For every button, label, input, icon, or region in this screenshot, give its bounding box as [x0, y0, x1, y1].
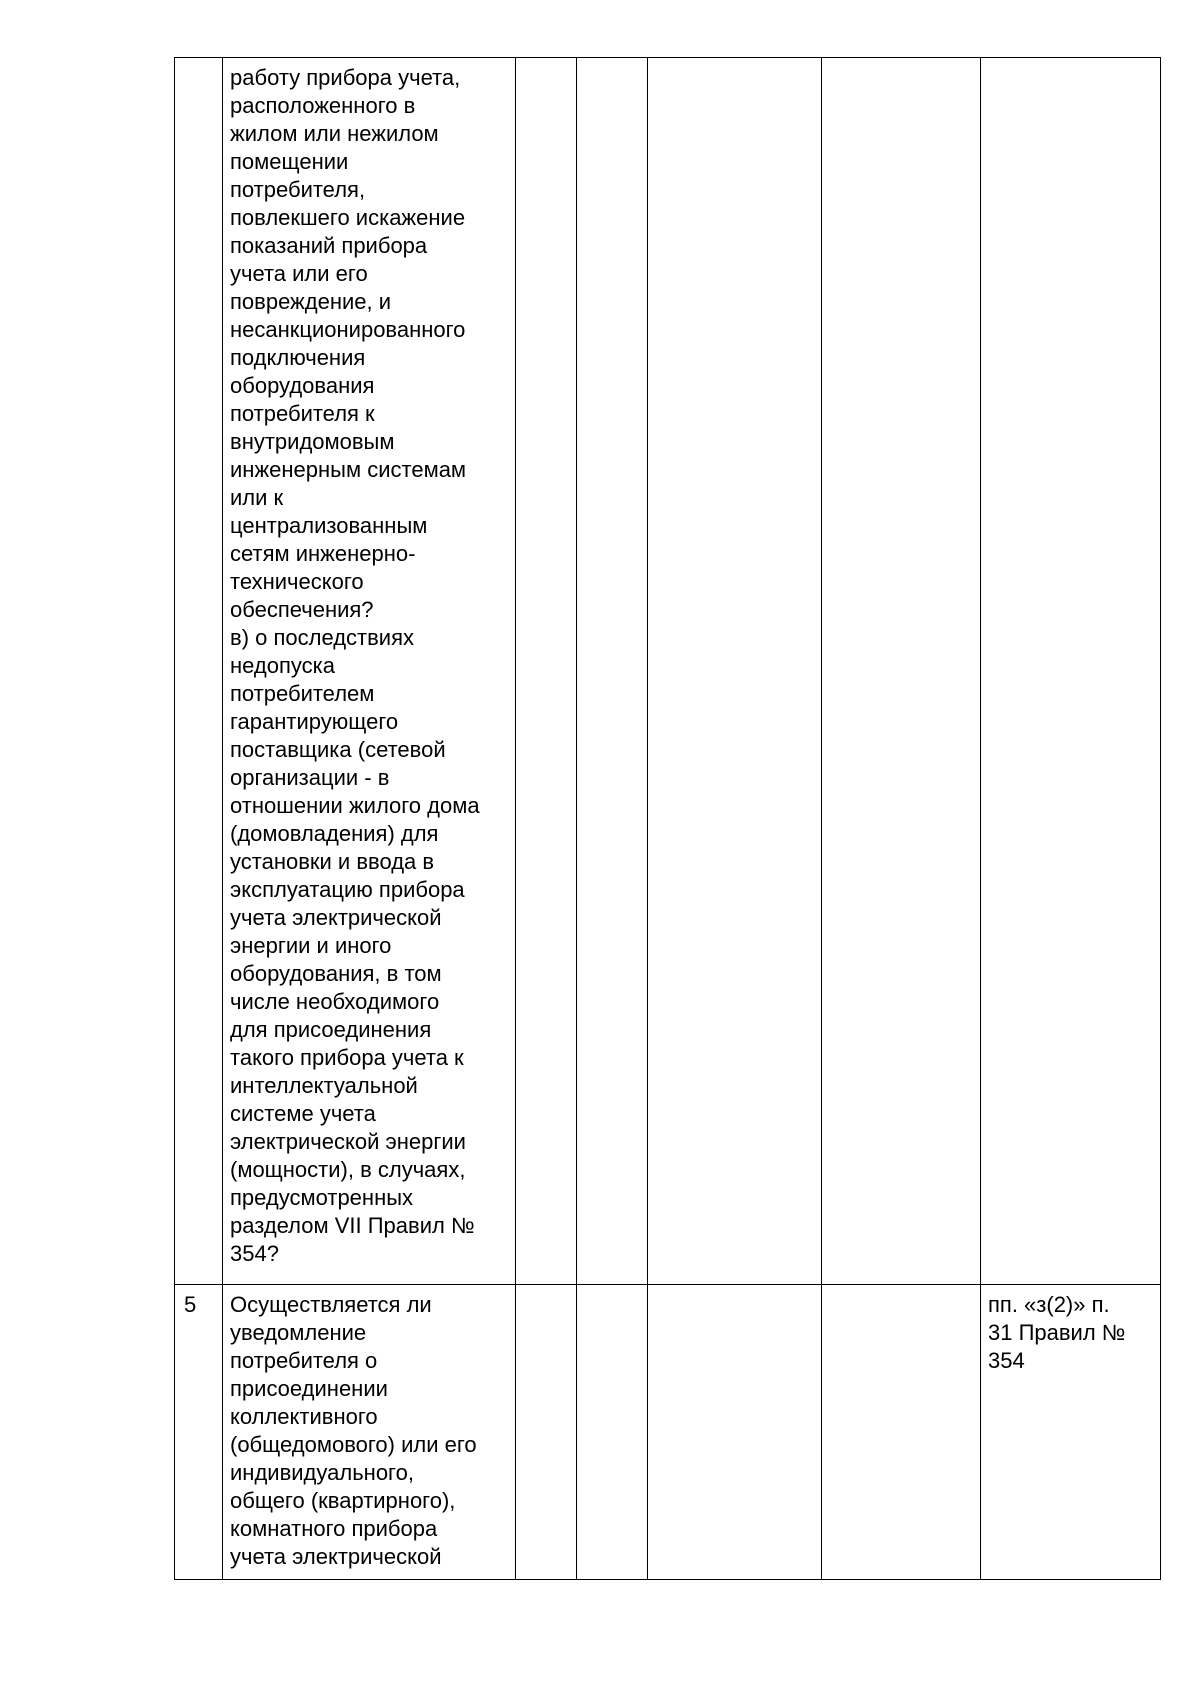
reference-cell: пп. «з(2)» п. 31 Правил № 354 — [981, 1285, 1161, 1580]
row-number: 5 — [175, 1285, 223, 1580]
reference-cell — [981, 58, 1161, 1285]
answer-cell-no — [577, 58, 648, 1285]
answer-cell-yes — [516, 58, 577, 1285]
checklist-table — [174, 57, 1161, 1580]
answer-cell-yes — [516, 1285, 577, 1580]
table-row — [175, 1285, 1161, 1580]
question-cell: Осуществляется ли уведомление потребителя о присоединении коллективного (общедомового) или его индивидуального, общего (квартирного), комнатного прибора учета электрической — [223, 1285, 516, 1580]
notes-cell — [822, 58, 981, 1285]
answer-cell-na — [648, 1285, 822, 1580]
table-row — [175, 58, 1161, 1285]
answer-cell-no — [577, 1285, 648, 1580]
row-number — [175, 58, 223, 1285]
notes-cell — [822, 1285, 981, 1580]
answer-cell-na — [648, 58, 822, 1285]
question-cell: работу прибора учета, расположенного в жилом или нежилом помещении потребителя, повлекшего искажение показаний прибора учета или его повреждение, и несанкционированного подключения оборудования потребителя к внутридомовым инженерным системам или к централизованным сетям инженерно- технического обеспечения? в) о последствиях недопуска потребителем гарантирующего поставщика (сетевой организации - в отношении жилого дома (домовладения) для установки и ввода в эксплуатацию прибора учета электрической энергии и иного оборудования, в том числе необходимого для присоединения такого прибора учета к интеллектуальной системе учета электрической энергии (мощности), в случаях, предусмотренных разделом VII Правил № 354? — [223, 58, 516, 1285]
